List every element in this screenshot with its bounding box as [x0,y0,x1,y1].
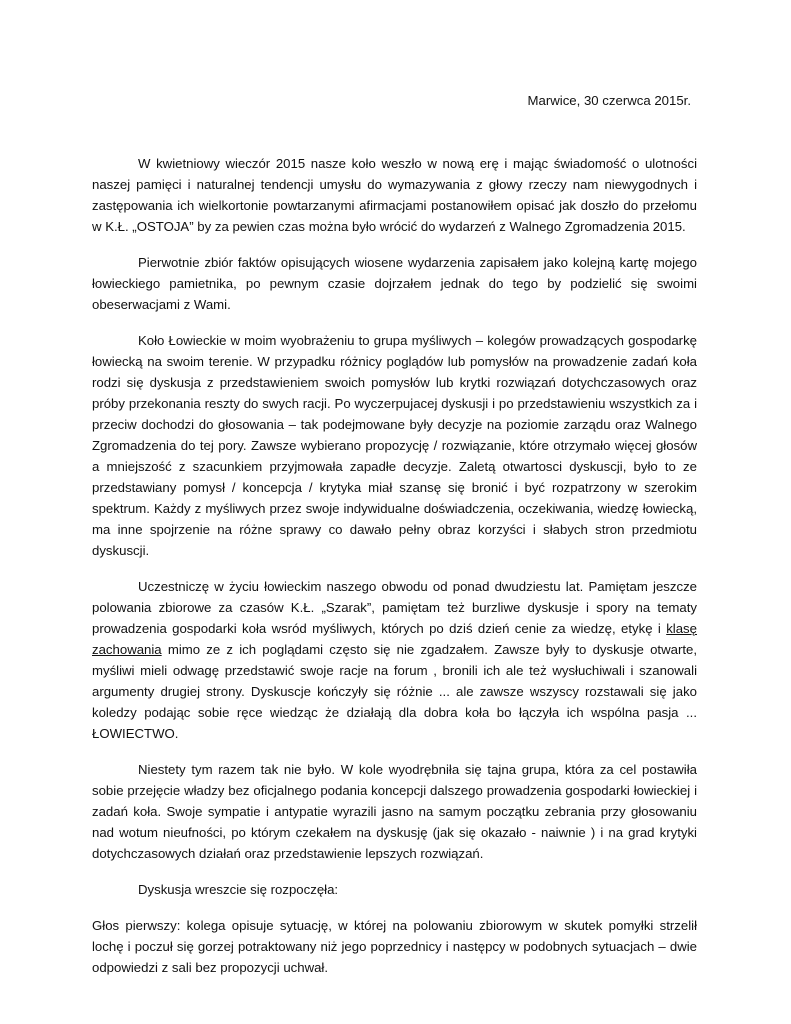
paragraph-secret-group: Niestety tym razem tak nie było. W kole wyodrębniła się tajna grupa, która za cel postawiła sobie przejęcie władzy bez oficjalnego podania koncepcji dalszego prowadzenia gospodarki łowieckiej i zadań koła. Swoje sympatie i antypatie wyrazili jasno na samym początku zebrania przy głosowaniu nad wotum nieufności, po którym czekałem na dyskusję (jak się okazało - naiwnie ) i na grad krytyki dotychczasowych działań oraz przedstawienie lepszych rozwiązań. [92,762,697,861]
paragraph-first-voice: Głos pierwszy: kolega opisuje sytuację, w której na polowaniu zbiorowym w skutek pomyłki strzelił lochę i poczuł się gorzej potraktowany niż jego poprzednicy i następcy w podobnych sytuacjach – dwie odpowiedzi z sali bez propozycji uchwał. [92,918,697,975]
paragraph-szarak-part2: mimo ze z ich poglądami często się nie zgadzałem. Zawsze były to dyskusje otwarte, myśliwi mieli odwagę przedstawić swoje racje na forum , bronili ich ale też wysłuchiwali i szanowali argumenty drugiej strony. Dyskuscje kończyły się różnie ... ale zawsze wszyscy rozstawali się jako koledzy podając sobie ręce wiedząc że działają dla dobra koła bo łączyła ich wspólna pasja ... ŁOWIECTWO. [92,642,697,741]
paragraph-origin: Pierwotnie zbiór faktów opisujących wiosene wydarzenia zapisałem jako kolejną kartę mojego łowieckiego pamietnika, po pewnym czasie dojrzałem jednak do tego by podzielić się swoimi obeserwacjami z Wami. [92,255,697,312]
document-date: Marwice, 30 czerwca 2015r. [527,93,691,108]
paragraph-club-definition: Koło Łowieckie w moim wyobrażeniu to grupa myśliwych – kolegów prowadzących gospodarkę łowiecką na swoim terenie. W przypadku różnicy poglądów lub pomysłów na prowadzenie zadań koła rodzi się dyskusja z przedstawieniem swoich pomysłów lub krytki rozwiązań dotychczasowych oraz próby przekonania reszty do swych racji. Po wyczerpujacej dyskusji i po przedstawieniu wszystkich za i przeciw dochodzi do głosowania – tak podejmowane były decyzje na poziomie zarządu oraz Walnego Zgromadzenia do tej pory. Zawsze wybierano propozycję / rozwiązanie, które otrzymało więcej głosów a mniejszość z szacunkiem przyjmowała zapadłe decyzje. Zaletą otwartosci dyskuscji, było to ze przedstawiany pomysł / koncepcja / krytyka miał szansę się bronić i być rozpatrzony w szerokim spektrum. Każdy z myśliwych przez swoje indywidualne doświadczenia, oczekiwania, wiedzę łowiecką, ma inne spojrzenie na różne sprawy co dawało pełny obraz korzyści i słabych stron przedmiotu dyskuscji. [92,333,697,558]
document-body [92,153,697,993]
paragraph-intro: W kwietniowy wieczór 2015 nasze koło weszło w nową erę i mając świadomość o ulotności naszej pamięci i naturalnej tendencji umysłu do wymazywania z głowy rzeczy nam niewygodnych i zastępowania ich wielkortonie powtarzanymi afirmacjami postanowiłem opisać jak doszło do przełomu w K.Ł. „OSTOJA” by za pewien czas można było wrócić do wydarzeń z Walnego Zgromadzenia 2015. [92,156,697,234]
paragraph-szarak [92,576,697,744]
paragraph-discussion-start: Dyskusja wreszcie się rozpoczęła: [138,882,339,897]
paragraph-szarak-part1: Uczestniczę w życiu łowieckim naszego obwodu od ponad dwudziestu lat. Pamiętam jeszcze polowania zbiorowe za czasów K.Ł. „Szarak”, pamiętam też burzliwe dyskusje i spory na tematy prowadzenia gospodarki koła wsród myśliwych, których po dziś dzień cenie za wiedzę, etykę i [92,579,697,636]
underlined-phrase: klasę zachowania [92,621,697,657]
